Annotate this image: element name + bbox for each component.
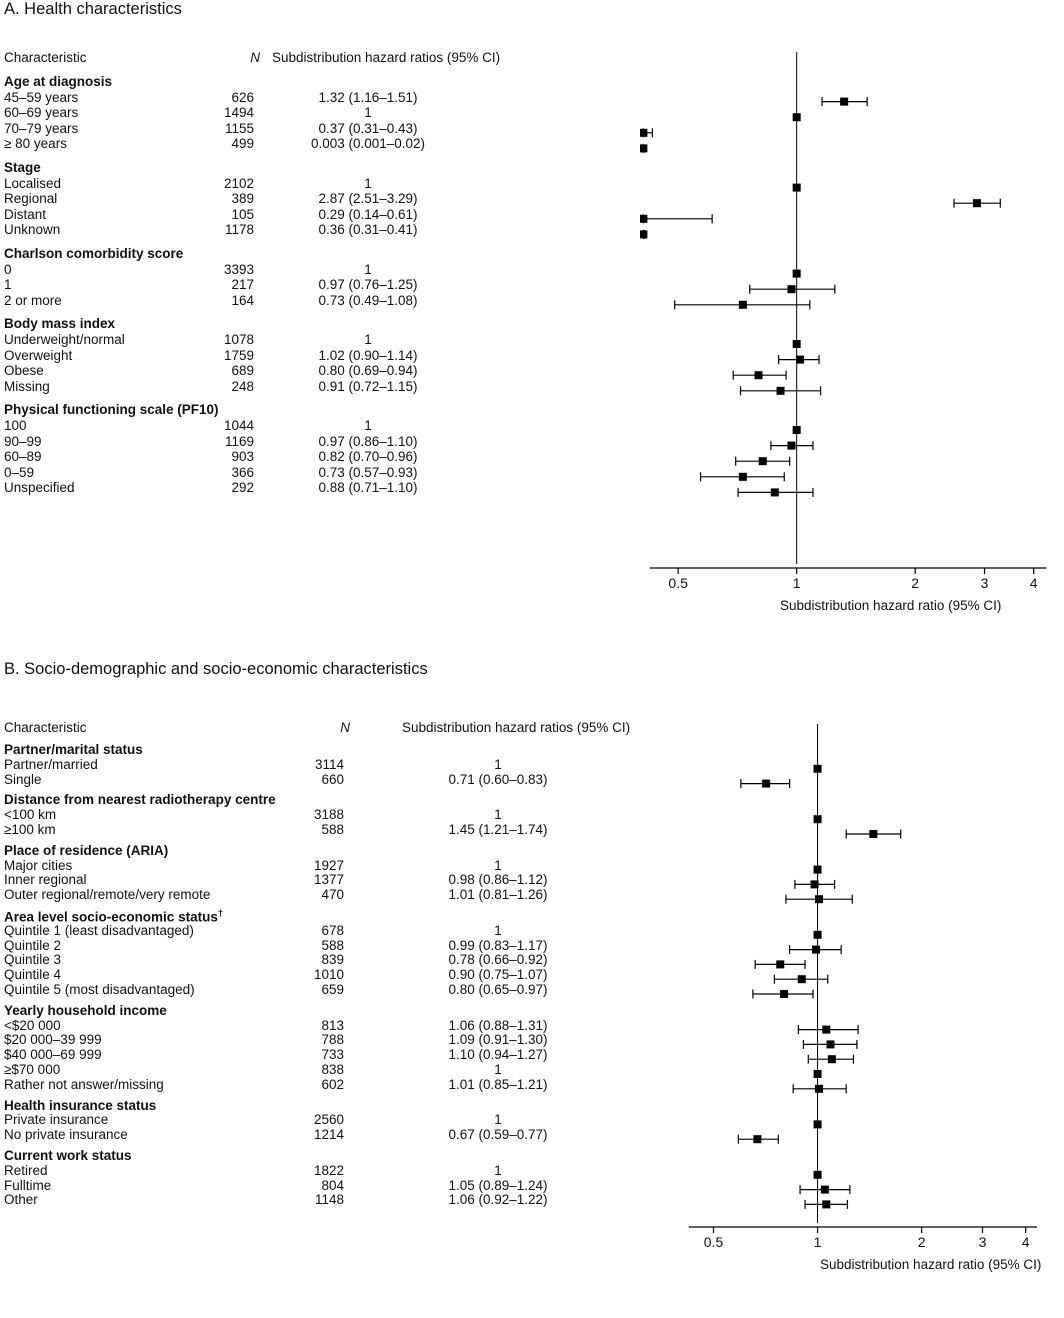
row-n: 389 [231, 191, 254, 207]
row-label: Other [4, 1192, 38, 1208]
row-label: Partner/married [4, 756, 98, 772]
row-label: 1 [4, 277, 12, 293]
row-n: 366 [231, 464, 254, 480]
row-estimate: 0.67 (0.59–0.77) [448, 1127, 548, 1143]
column-header-hazard-ratios: Subdistribution hazard ratios (95% CI) [402, 720, 631, 735]
row-estimate: 1.32 (1.16–1.51) [318, 89, 418, 105]
row-estimate: 1 [494, 1112, 502, 1128]
panel-a-forest-plot [640, 0, 1050, 636]
row-estimate: 0.80 (0.69–0.94) [318, 363, 418, 379]
axis-tick-label: 1 [813, 1234, 822, 1250]
row-label: Quintile 4 [4, 967, 62, 983]
row-n: 813 [321, 1017, 344, 1033]
row-estimate: 1 [364, 332, 372, 347]
row-label: Quintile 5 (most disadvantaged) [4, 982, 195, 997]
row-estimate: 1.45 (1.21–1.74) [448, 822, 548, 837]
row-estimate: 0.91 (0.72–1.15) [318, 378, 418, 394]
row-n: 1178 [224, 222, 254, 238]
row-n: 1927 [313, 857, 344, 873]
row-n: 1155 [224, 120, 254, 136]
row-n: 248 [231, 378, 254, 394]
row-n: 1494 [223, 105, 254, 121]
row-estimate: 1 [364, 261, 372, 277]
group-header: Health insurance status [4, 1097, 157, 1113]
row-estimate: 1.09 (0.91–1.30) [448, 1032, 548, 1048]
row-estimate: 0.71 (0.60–0.83) [448, 771, 548, 787]
row-estimate: 2.87 (2.51–3.29) [318, 191, 418, 207]
row-label: Retired [4, 1162, 48, 1178]
row-label: Regional [4, 191, 58, 207]
row-n: 626 [231, 89, 254, 105]
group-header: Yearly household income [4, 1002, 167, 1018]
row-estimate: 0.97 (0.86–1.10) [318, 433, 418, 449]
row-n: 1148 [314, 1192, 344, 1208]
row-label: Quintile 1 (least disadvantaged) [4, 922, 194, 938]
row-label: Major cities [4, 857, 73, 873]
row-n: 217 [231, 277, 254, 293]
row-estimate: 0.73 (0.49–1.08) [318, 292, 418, 308]
row-estimate: 0.90 (0.75–1.07) [448, 967, 548, 983]
group-header: Body mass index [4, 316, 116, 332]
row-n: 1169 [224, 433, 254, 449]
axis-tick-label: 2 [917, 1234, 926, 1250]
row-estimate: 0.98 (0.86–1.12) [448, 872, 548, 888]
row-n: 1044 [223, 418, 254, 433]
row-label: 2 or more [4, 292, 62, 308]
row-label: $20 000–39 999 [4, 1032, 102, 1048]
axis-title: Subdistribution hazard ratio (95% CI) [820, 1257, 1042, 1272]
row-n: 1078 [223, 332, 254, 347]
column-header-hazard-ratios: Subdistribution hazard ratios (95% CI) [272, 50, 501, 65]
row-label: ≥ 80 years [4, 136, 67, 152]
row-estimate: 0.003 (0.001–0.02) [310, 136, 426, 152]
row-n: 470 [321, 887, 344, 903]
row-estimate: 1 [494, 922, 502, 938]
row-n: 1759 [223, 347, 254, 363]
row-n: 499 [231, 136, 254, 152]
row-label: Quintile 3 [4, 952, 62, 968]
row-label: ≥$70 000 [4, 1062, 61, 1077]
panel-a [0, 0, 1064, 650]
row-estimate: 1.01 (0.81–1.26) [448, 887, 548, 903]
row-n: 2560 [313, 1112, 344, 1128]
row-estimate: 0.29 (0.14–0.61) [318, 206, 418, 222]
axis-tick-label: 3 [978, 1234, 987, 1250]
row-estimate: 1.10 (0.94–1.27) [448, 1047, 548, 1063]
row-label: Localised [4, 175, 62, 191]
row-estimate: 0.37 (0.31–0.43) [318, 120, 418, 136]
group-header: Age at diagnosis [4, 74, 113, 89]
row-n: 3114 [314, 756, 344, 772]
row-label: Private insurance [4, 1112, 109, 1128]
row-label: Underweight/normal [4, 332, 125, 347]
group-header: Place of residence (ARIA) [4, 842, 169, 858]
row-label: $40 000–69 999 [4, 1047, 102, 1063]
row-n: 804 [321, 1177, 344, 1193]
axis-tick-label: 4 [1029, 575, 1038, 591]
axis-tick-label: 3 [980, 575, 989, 591]
row-label: 60–69 years [4, 105, 79, 121]
group-header: Current work status [4, 1148, 132, 1163]
row-estimate: 1.01 (0.85–1.21) [448, 1076, 548, 1092]
row-label: 60–89 [4, 449, 42, 465]
row-n: 1377 [313, 872, 344, 888]
row-n: 105 [231, 206, 254, 222]
row-n: 1822 [313, 1162, 344, 1178]
forest-plot-svg [680, 660, 1040, 1259]
row-estimate: 1 [494, 1062, 502, 1077]
row-n: 3393 [223, 261, 254, 277]
row-n: 1214 [313, 1127, 344, 1143]
row-estimate: 0.36 (0.31–0.41) [318, 222, 418, 238]
column-header-characteristic: Characteristic [4, 50, 87, 65]
panel-a-title: A. Health characteristics [4, 0, 182, 18]
column-header-n: N [340, 720, 350, 735]
axis-tick-label: 4 [1021, 1234, 1030, 1250]
row-label: Unspecified [4, 480, 75, 496]
row-label: 0–59 [4, 464, 35, 480]
row-estimate: 1 [494, 1162, 502, 1178]
row-label: Single [4, 771, 42, 787]
row-label: Obese [4, 363, 44, 379]
row-label: Fulltime [4, 1177, 52, 1193]
row-estimate: 1 [494, 756, 502, 772]
panel-b-title: B. Socio-demographic and socio-economic characteristics [4, 660, 428, 678]
panel-b-forest-plot [680, 660, 1040, 1295]
row-n: 588 [321, 937, 344, 953]
row-label: <100 km [4, 807, 57, 823]
row-label: 70–79 years [4, 120, 79, 136]
group-header: Partner/marital status [4, 742, 143, 757]
row-label: 45–59 years [4, 89, 79, 105]
row-label: No private insurance [4, 1127, 128, 1143]
row-estimate: 0.99 (0.83–1.17) [448, 937, 548, 953]
row-n: 588 [321, 822, 344, 837]
row-label: Outer regional/remote/very remote [4, 887, 211, 903]
row-estimate: 1.06 (0.92–1.22) [448, 1192, 548, 1208]
row-estimate: 1 [494, 807, 502, 823]
row-estimate: 1 [494, 857, 502, 873]
row-label: Missing [4, 378, 50, 394]
row-n: 602 [321, 1076, 344, 1092]
row-label: 90–99 [4, 433, 42, 449]
axis-tick-label: 0.5 [703, 1234, 724, 1250]
row-estimate: 1.05 (0.89–1.24) [448, 1177, 548, 1193]
column-header-characteristic: Characteristic [4, 720, 87, 735]
row-n: 689 [231, 363, 254, 379]
row-n: 1010 [313, 967, 344, 983]
row-estimate: 1 [364, 418, 372, 433]
row-n: 903 [231, 449, 254, 465]
row-label: 0 [4, 261, 12, 277]
panel-b [0, 660, 1064, 1318]
axis-tick-label: 0.5 [668, 575, 688, 591]
row-estimate: 0.73 (0.57–0.93) [318, 464, 418, 480]
row-estimate: 1 [364, 105, 372, 121]
row-n: 660 [321, 771, 344, 787]
row-estimate: 0.88 (0.71–1.10) [318, 480, 418, 496]
row-estimate: 0.78 (0.66–0.92) [448, 952, 548, 968]
row-n: 678 [321, 922, 344, 938]
row-label: Distant [4, 206, 47, 222]
row-label: ≥100 km [4, 822, 56, 837]
row-estimate: 0.80 (0.65–0.97) [448, 982, 548, 997]
column-header-n: N [250, 50, 260, 65]
axis-tick-label: 1 [792, 575, 801, 591]
row-estimate: 1 [364, 175, 372, 191]
group-header: Stage [4, 160, 41, 175]
row-n: 659 [321, 982, 344, 997]
row-n: 3188 [313, 807, 344, 823]
row-n: 2102 [223, 175, 254, 191]
row-label: <$20 000 [4, 1017, 61, 1033]
row-label: Unknown [4, 222, 61, 238]
group-header: Distance from nearest radiotherapy centre [4, 792, 276, 808]
group-header: Charlson comorbidity score [4, 246, 184, 261]
row-n: 838 [321, 1062, 344, 1077]
row-label: Rather not answer/missing [4, 1076, 164, 1092]
forest-plot-svg [640, 0, 1050, 600]
axis-title: Subdistribution hazard ratio (95% CI) [780, 598, 1002, 613]
row-label: Quintile 2 [4, 937, 62, 953]
row-estimate: 0.82 (0.70–0.96) [318, 449, 418, 465]
row-n: 733 [321, 1047, 344, 1063]
group-header: Physical functioning scale (PF10) [4, 402, 219, 418]
row-estimate: 0.97 (0.76–1.25) [318, 277, 418, 293]
row-n: 839 [321, 952, 344, 968]
row-n: 164 [231, 292, 254, 308]
row-estimate: 1.06 (0.88–1.31) [448, 1017, 548, 1033]
row-n: 292 [231, 480, 254, 496]
row-label: 100 [4, 418, 27, 433]
row-estimate: 1.02 (0.90–1.14) [318, 347, 418, 363]
row-label: Inner regional [4, 872, 87, 888]
row-n: 788 [321, 1032, 344, 1048]
row-label: Overweight [4, 347, 73, 363]
axis-tick-label: 2 [911, 575, 920, 591]
group-header: Area level socio-economic status† [4, 908, 224, 925]
